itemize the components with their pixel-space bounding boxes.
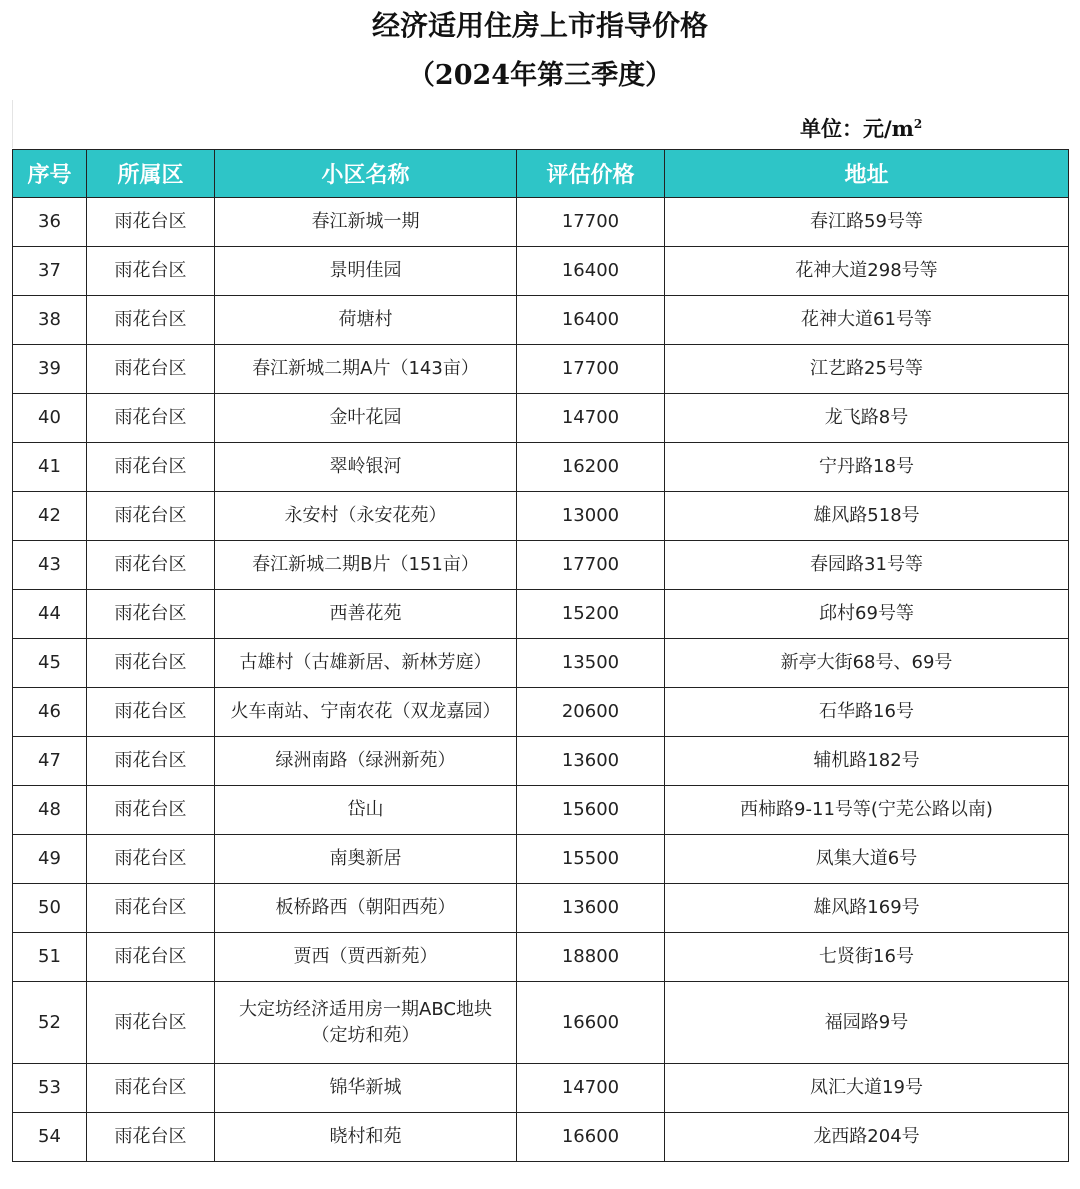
cell-address: 雄风路518号 bbox=[665, 492, 1069, 541]
cell-community-name: 荷塘村 bbox=[215, 296, 517, 345]
cell-assessed-price: 16200 bbox=[517, 443, 665, 492]
cell-assessed-price: 15600 bbox=[517, 786, 665, 835]
scan-edge-divider bbox=[12, 100, 13, 148]
cell-community-name: 西善花苑 bbox=[215, 590, 517, 639]
cell-assessed-price: 17700 bbox=[517, 198, 665, 247]
cell-assessed-price: 13600 bbox=[517, 884, 665, 933]
cell-community-name: 永安村（永安花苑） bbox=[215, 492, 517, 541]
cell-address: 春江路59号等 bbox=[665, 198, 1069, 247]
cell-address: 江艺路25号等 bbox=[665, 345, 1069, 394]
table-row bbox=[13, 639, 1069, 688]
cell-community-name: 春江新城二期A片（143亩） bbox=[215, 345, 517, 394]
page-title: 经济适用住房上市指导价格 bbox=[371, 9, 708, 42]
cell-district: 雨花台区 bbox=[87, 296, 215, 345]
table-row bbox=[13, 345, 1069, 394]
cell-index: 38 bbox=[13, 296, 87, 345]
cell-community-name: 翠岭银河 bbox=[215, 443, 517, 492]
cell-address: 新亭大街68号、69号 bbox=[665, 639, 1069, 688]
header-community-name: 小区名称 bbox=[215, 150, 517, 198]
table-row bbox=[13, 394, 1069, 443]
cell-district: 雨花台区 bbox=[87, 786, 215, 835]
cell-index: 42 bbox=[13, 492, 87, 541]
price-table bbox=[12, 149, 1069, 1162]
table-row bbox=[13, 296, 1069, 345]
cell-address: 凤汇大道19号 bbox=[665, 1064, 1069, 1113]
cell-address: 龙西路204号 bbox=[665, 1113, 1069, 1162]
cell-assessed-price: 18800 bbox=[517, 933, 665, 982]
table-row bbox=[13, 835, 1069, 884]
cell-district: 雨花台区 bbox=[87, 933, 215, 982]
cell-district: 雨花台区 bbox=[87, 198, 215, 247]
cell-assessed-price: 17700 bbox=[517, 345, 665, 394]
cell-assessed-price: 13500 bbox=[517, 639, 665, 688]
unit-label bbox=[800, 108, 922, 145]
cell-district: 雨花台区 bbox=[87, 247, 215, 296]
cell-assessed-price: 14700 bbox=[517, 394, 665, 443]
cell-district: 雨花台区 bbox=[87, 884, 215, 933]
cell-community-name: 岱山 bbox=[215, 786, 517, 835]
table-row bbox=[13, 884, 1069, 933]
cell-district: 雨花台区 bbox=[87, 345, 215, 394]
cell-district: 雨花台区 bbox=[87, 541, 215, 590]
table-row bbox=[13, 198, 1069, 247]
cell-address: 雄风路169号 bbox=[665, 884, 1069, 933]
cell-index: 40 bbox=[13, 394, 87, 443]
cell-address: 凤集大道6号 bbox=[665, 835, 1069, 884]
cell-assessed-price: 16600 bbox=[517, 982, 665, 1064]
cell-assessed-price: 16600 bbox=[517, 1113, 665, 1162]
cell-address: 宁丹路18号 bbox=[665, 443, 1069, 492]
header-index: 序号 bbox=[13, 150, 87, 198]
cell-community-name: 大定坊经济适用房一期ABC地块 （定坊和苑） bbox=[215, 982, 517, 1064]
cell-district: 雨花台区 bbox=[87, 737, 215, 786]
cell-assessed-price: 17700 bbox=[517, 541, 665, 590]
table-body bbox=[13, 198, 1069, 1162]
table-header-row bbox=[13, 150, 1069, 198]
cell-district: 雨花台区 bbox=[87, 835, 215, 884]
cell-index: 47 bbox=[13, 737, 87, 786]
cell-assessed-price: 15200 bbox=[517, 590, 665, 639]
table-row bbox=[13, 688, 1069, 737]
cell-index: 41 bbox=[13, 443, 87, 492]
cell-community-name: 南奥新居 bbox=[215, 835, 517, 884]
page-subtitle: （2024年第三季度） bbox=[407, 60, 673, 91]
cell-address: 西柿路9-11号等(宁芜公路以南) bbox=[665, 786, 1069, 835]
cell-community-name: 火车南站、宁南农花（双龙嘉园） bbox=[215, 688, 517, 737]
unit-superscript: 2 bbox=[913, 117, 923, 131]
cell-community-name: 晓村和苑 bbox=[215, 1113, 517, 1162]
table-row bbox=[13, 247, 1069, 296]
cell-address: 邱村69号等 bbox=[665, 590, 1069, 639]
cell-community-name: 锦华新城 bbox=[215, 1064, 517, 1113]
cell-index: 44 bbox=[13, 590, 87, 639]
table-row bbox=[13, 933, 1069, 982]
table-row bbox=[13, 786, 1069, 835]
table-row bbox=[13, 590, 1069, 639]
cell-district: 雨花台区 bbox=[87, 982, 215, 1064]
cell-index: 52 bbox=[13, 982, 87, 1064]
cell-assessed-price: 20600 bbox=[517, 688, 665, 737]
table-row bbox=[13, 737, 1069, 786]
cell-community-name: 金叶花园 bbox=[215, 394, 517, 443]
cell-community-name: 绿洲南路（绿洲新苑） bbox=[215, 737, 517, 786]
cell-index: 46 bbox=[13, 688, 87, 737]
cell-district: 雨花台区 bbox=[87, 443, 215, 492]
cell-district: 雨花台区 bbox=[87, 394, 215, 443]
cell-assessed-price: 16400 bbox=[517, 247, 665, 296]
cell-community-name: 春江新城二期B片（151亩） bbox=[215, 541, 517, 590]
cell-assessed-price: 13000 bbox=[517, 492, 665, 541]
cell-district: 雨花台区 bbox=[87, 639, 215, 688]
cell-address: 花神大道61号等 bbox=[665, 296, 1069, 345]
cell-district: 雨花台区 bbox=[87, 1064, 215, 1113]
cell-district: 雨花台区 bbox=[87, 590, 215, 639]
cell-index: 48 bbox=[13, 786, 87, 835]
cell-index: 54 bbox=[13, 1113, 87, 1162]
cell-assessed-price: 15500 bbox=[517, 835, 665, 884]
cell-index: 45 bbox=[13, 639, 87, 688]
cell-community-name: 贾西（贾西新苑） bbox=[215, 933, 517, 982]
cell-index: 37 bbox=[13, 247, 87, 296]
table-row bbox=[13, 492, 1069, 541]
cell-index: 51 bbox=[13, 933, 87, 982]
cell-assessed-price: 14700 bbox=[517, 1064, 665, 1113]
cell-address: 辅机路182号 bbox=[665, 737, 1069, 786]
cell-address: 石华路16号 bbox=[665, 688, 1069, 737]
cell-index: 36 bbox=[13, 198, 87, 247]
cell-assessed-price: 16400 bbox=[517, 296, 665, 345]
cell-community-name: 春江新城一期 bbox=[215, 198, 517, 247]
cell-index: 39 bbox=[13, 345, 87, 394]
cell-address: 春园路31号等 bbox=[665, 541, 1069, 590]
cell-address: 福园路9号 bbox=[665, 982, 1069, 1064]
cell-district: 雨花台区 bbox=[87, 492, 215, 541]
cell-address: 龙飞路8号 bbox=[665, 394, 1069, 443]
header-assessed-price: 评估价格 bbox=[517, 150, 665, 198]
cell-index: 49 bbox=[13, 835, 87, 884]
table-row bbox=[13, 1064, 1069, 1113]
cell-index: 43 bbox=[13, 541, 87, 590]
header-district: 所属区 bbox=[87, 150, 215, 198]
cell-community-name: 景明佳园 bbox=[215, 247, 517, 296]
cell-community-name: 板桥路西（朝阳西苑） bbox=[215, 884, 517, 933]
cell-community-name: 古雄村（古雄新居、新林芳庭） bbox=[215, 639, 517, 688]
table-row bbox=[13, 541, 1069, 590]
cell-district: 雨花台区 bbox=[87, 1113, 215, 1162]
cell-index: 50 bbox=[13, 884, 87, 933]
cell-address: 花神大道298号等 bbox=[665, 247, 1069, 296]
table-row bbox=[13, 982, 1069, 1064]
unit-text: 单位：元/m bbox=[800, 116, 914, 141]
cell-assessed-price: 13600 bbox=[517, 737, 665, 786]
header-address: 地址 bbox=[665, 150, 1069, 198]
table-row bbox=[13, 1113, 1069, 1162]
cell-index: 53 bbox=[13, 1064, 87, 1113]
table-row bbox=[13, 443, 1069, 492]
cell-address: 七贤街16号 bbox=[665, 933, 1069, 982]
cell-district: 雨花台区 bbox=[87, 688, 215, 737]
